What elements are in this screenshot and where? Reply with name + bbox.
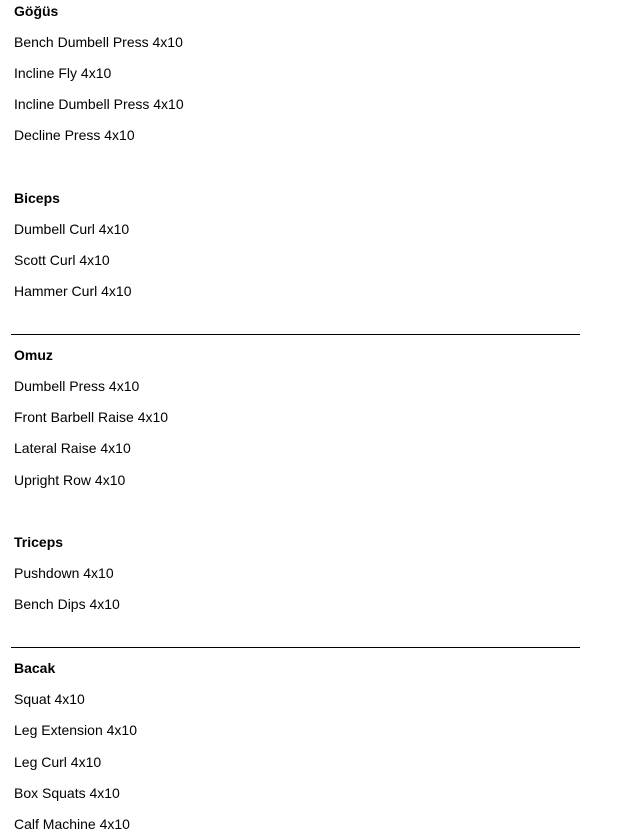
exercise-item: Bench Dumbell Press 4x10 (14, 34, 183, 50)
exercise-item: Calf Machine 4x10 (14, 816, 130, 832)
exercise-item: Leg Extension 4x10 (14, 722, 137, 738)
exercise-item: Dumbell Press 4x10 (14, 378, 140, 394)
exercise-item: Front Barbell Raise 4x10 (14, 409, 169, 425)
exercise-item: Squat 4x10 (14, 691, 85, 707)
section-heading-gogus: Göğüs (14, 3, 59, 19)
exercise-item: Dumbell Curl 4x10 (14, 221, 130, 237)
section-heading-bacak: Bacak (14, 660, 56, 676)
section-heading-triceps: Triceps (14, 534, 64, 550)
exercise-item: Bench Dips 4x10 (14, 596, 120, 612)
exercise-item: Leg Curl 4x10 (14, 754, 102, 770)
horizontal-divider (11, 647, 580, 648)
horizontal-divider (11, 334, 580, 335)
exercise-item: Upright Row 4x10 (14, 472, 126, 488)
exercise-item: Pushdown 4x10 (14, 565, 114, 581)
exercise-item: Hammer Curl 4x10 (14, 283, 132, 299)
workout-document (14, 0, 580, 835)
section-heading-omuz: Omuz (14, 347, 53, 363)
exercise-item: Incline Dumbell Press 4x10 (14, 96, 184, 112)
section-heading-biceps: Biceps (14, 190, 60, 206)
exercise-item: Scott Curl 4x10 (14, 252, 110, 268)
exercise-item: Decline Press 4x10 (14, 127, 135, 143)
exercise-item: Incline Fly 4x10 (14, 65, 112, 81)
exercise-item: Box Squats 4x10 (14, 785, 120, 801)
exercise-item: Lateral Raise 4x10 (14, 440, 131, 456)
